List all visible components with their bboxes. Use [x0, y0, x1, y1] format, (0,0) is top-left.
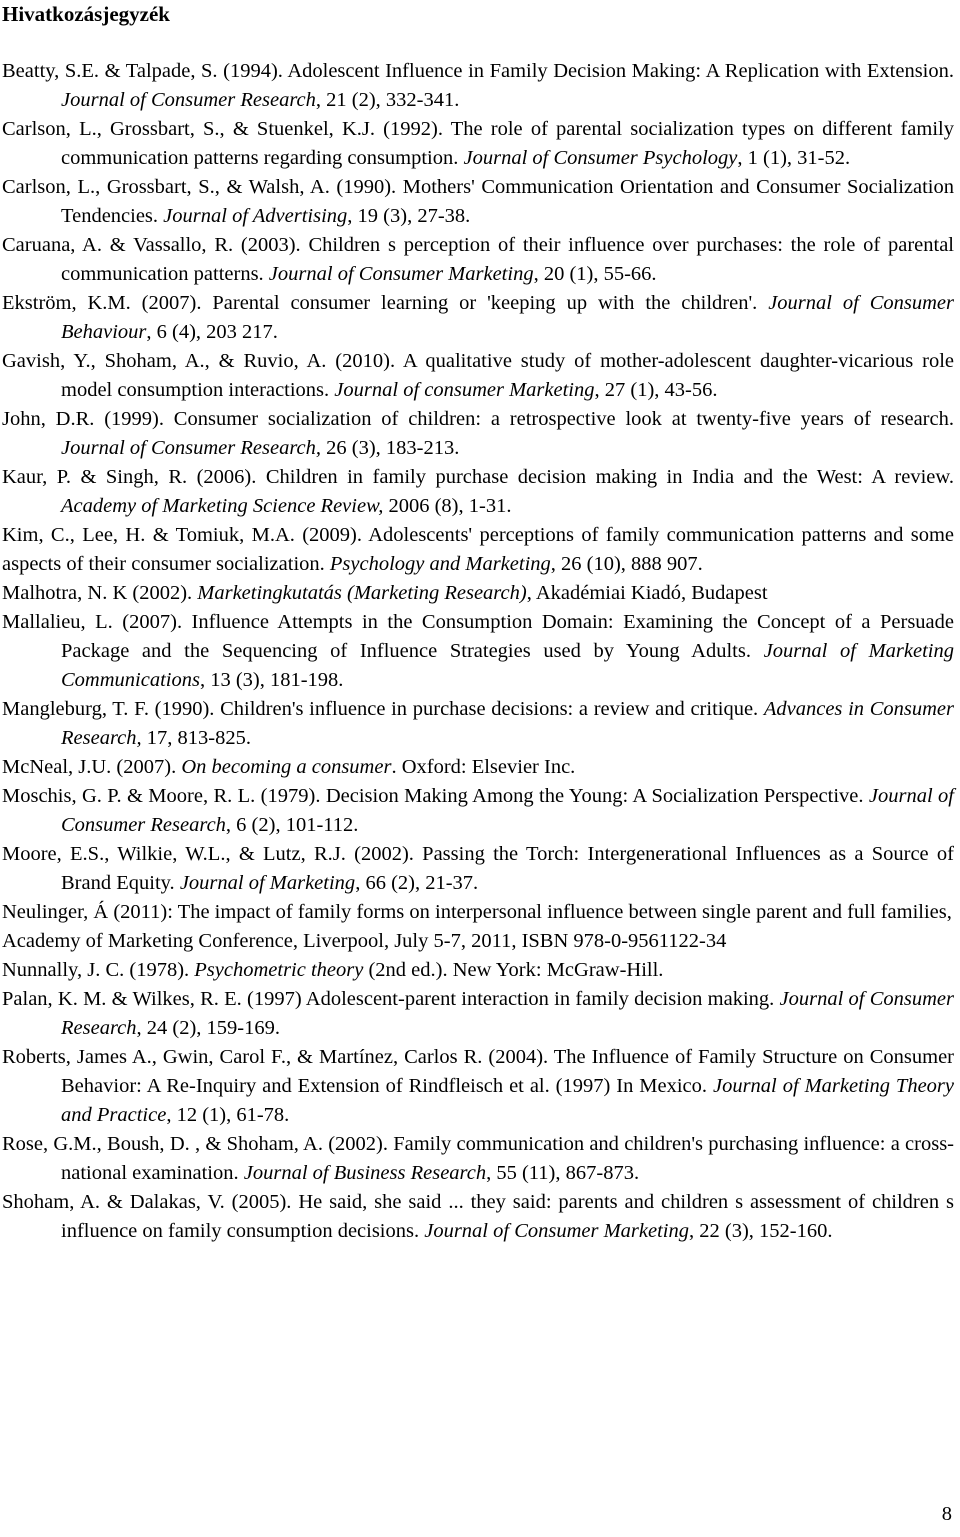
reference-item: Gavish, Y., Shoham, A., & Ruvio, A. (2010). A qualitative study of mother-adolescent daughter-vicarious role model consumption interactions. Journal of consumer Marketing, 27 (1), 43-56.	[2, 350, 954, 401]
reference-item: Caruana, A. & Vassallo, R. (2003). Children s perception of their influence over purchases: the role of parental communication patterns. Journal of Consumer Marketing, 20 (1), 55-66.	[2, 234, 954, 285]
reference-item: Moore, E.S., Wilkie, W.L., & Lutz, R.J. (2002). Passing the Torch: Intergenerational Influences as a Source of Brand Equity. Journal of Marketing, 66 (2), 21-37.	[2, 843, 954, 894]
reference-item: Kaur, P. & Singh, R. (2006). Children in family purchase decision making in India and the West: A review. Academy of Marketing Science Review, 2006 (8), 1-31.	[2, 466, 954, 517]
reference-item: Mallalieu, L. (2007). Influence Attempts in the Consumption Domain: Examining the Concept of a Persuade Package and the Sequencing of Influence Strategies used by Young Adults. Journal of Marketing Communications, 13 (3), 181-198.	[2, 611, 954, 691]
page-number: 8	[941, 1503, 952, 1525]
reference-item: Mangleburg, T. F. (1990). Children's influence in purchase decisions: a review and critique. Advances in Consumer Research, 17, 813-825.	[2, 698, 954, 749]
reference-item: Roberts, James A., Gwin, Carol F., & Martínez, Carlos R. (2004). The Influence of Family Structure on Consumer Behavior: A Re-Inquiry and Extension of Rindfleisch et al. (1997) In Mexico. Journal of Marketing Theory and Practice, 12 (1), 61-78.	[2, 1046, 954, 1126]
reference-item: John, D.R. (1999). Consumer socialization of children: a retrospective look at twenty-five years of research. Journal of Consumer Research, 26 (3), 183-213.	[2, 408, 954, 459]
reference-item: Carlson, L., Grossbart, S., & Walsh, A. (1990). Mothers' Communication Orientation and Consumer Socialization Tendencies. Journal of Advertising, 19 (3), 27-38.	[2, 176, 954, 227]
reference-item: Neulinger, Á (2011): The impact of family forms on interpersonal influence between single parent and full families, Academy of Marketing Conference, Liverpool, July 5-7, 2011, ISBN 978-0-9561122-34	[2, 901, 952, 952]
reference-item: Beatty, S.E. & Talpade, S. (1994). Adolescent Influence in Family Decision Making: A Replication with Extension. Journal of Consumer Research, 21 (2), 332-341.	[2, 60, 954, 111]
reference-item: Palan, K. M. & Wilkes, R. E. (1997) Adolescent-parent interaction in family decision making. Journal of Consumer Research, 24 (2), 159-169.	[2, 988, 954, 1039]
reference-item: Malhotra, N. K (2002). Marketingkutatás (Marketing Research), Akadémiai Kiadó, Budapest	[2, 582, 768, 604]
reference-item: Carlson, L., Grossbart, S., & Stuenkel, K.J. (1992). The role of parental socialization types on different family communication patterns regarding consumption. Journal of Consumer Psychology, 1 (1), 31-52.	[2, 118, 954, 169]
reference-item: Rose, G.M., Boush, D. , & Shoham, A. (2002). Family communication and children's purchasing influence: a cross-national examination. Journal of Business Research, 55 (11), 867-873.	[2, 1133, 954, 1184]
page-title: Hivatkozásjegyzék	[2, 2, 170, 26]
reference-item: Shoham, A. & Dalakas, V. (2005). He said, she said ... they said: parents and children s assessment of children s influence on family consumption decisions. Journal of Consumer Marketing, 22 (3), 152-160.	[2, 1191, 954, 1242]
reference-item: McNeal, J.U. (2007). On becoming a consumer. Oxford: Elsevier Inc.	[2, 756, 576, 778]
reference-item: Nunnally, J. C. (1978). Psychometric theory (2nd ed.). New York: McGraw-Hill.	[2, 959, 664, 981]
reference-item: Ekström, K.M. (2007). Parental consumer learning or 'keeping up with the children'. Journal of Consumer Behaviour, 6 (4), 203 217.	[2, 292, 954, 343]
reference-list	[2, 57, 954, 1246]
reference-item: Kim, C., Lee, H. & Tomiuk, M.A. (2009). Adolescents' perceptions of family communication patterns and some aspects of their consumer socialization. Psychology and Marketing, 26 (10), 888 907.	[2, 524, 954, 575]
reference-item: Moschis, G. P. & Moore, R. L. (1979). Decision Making Among the Young: A Socialization Perspective. Journal of Consumer Research, 6 (2), 101-112.	[2, 785, 954, 836]
